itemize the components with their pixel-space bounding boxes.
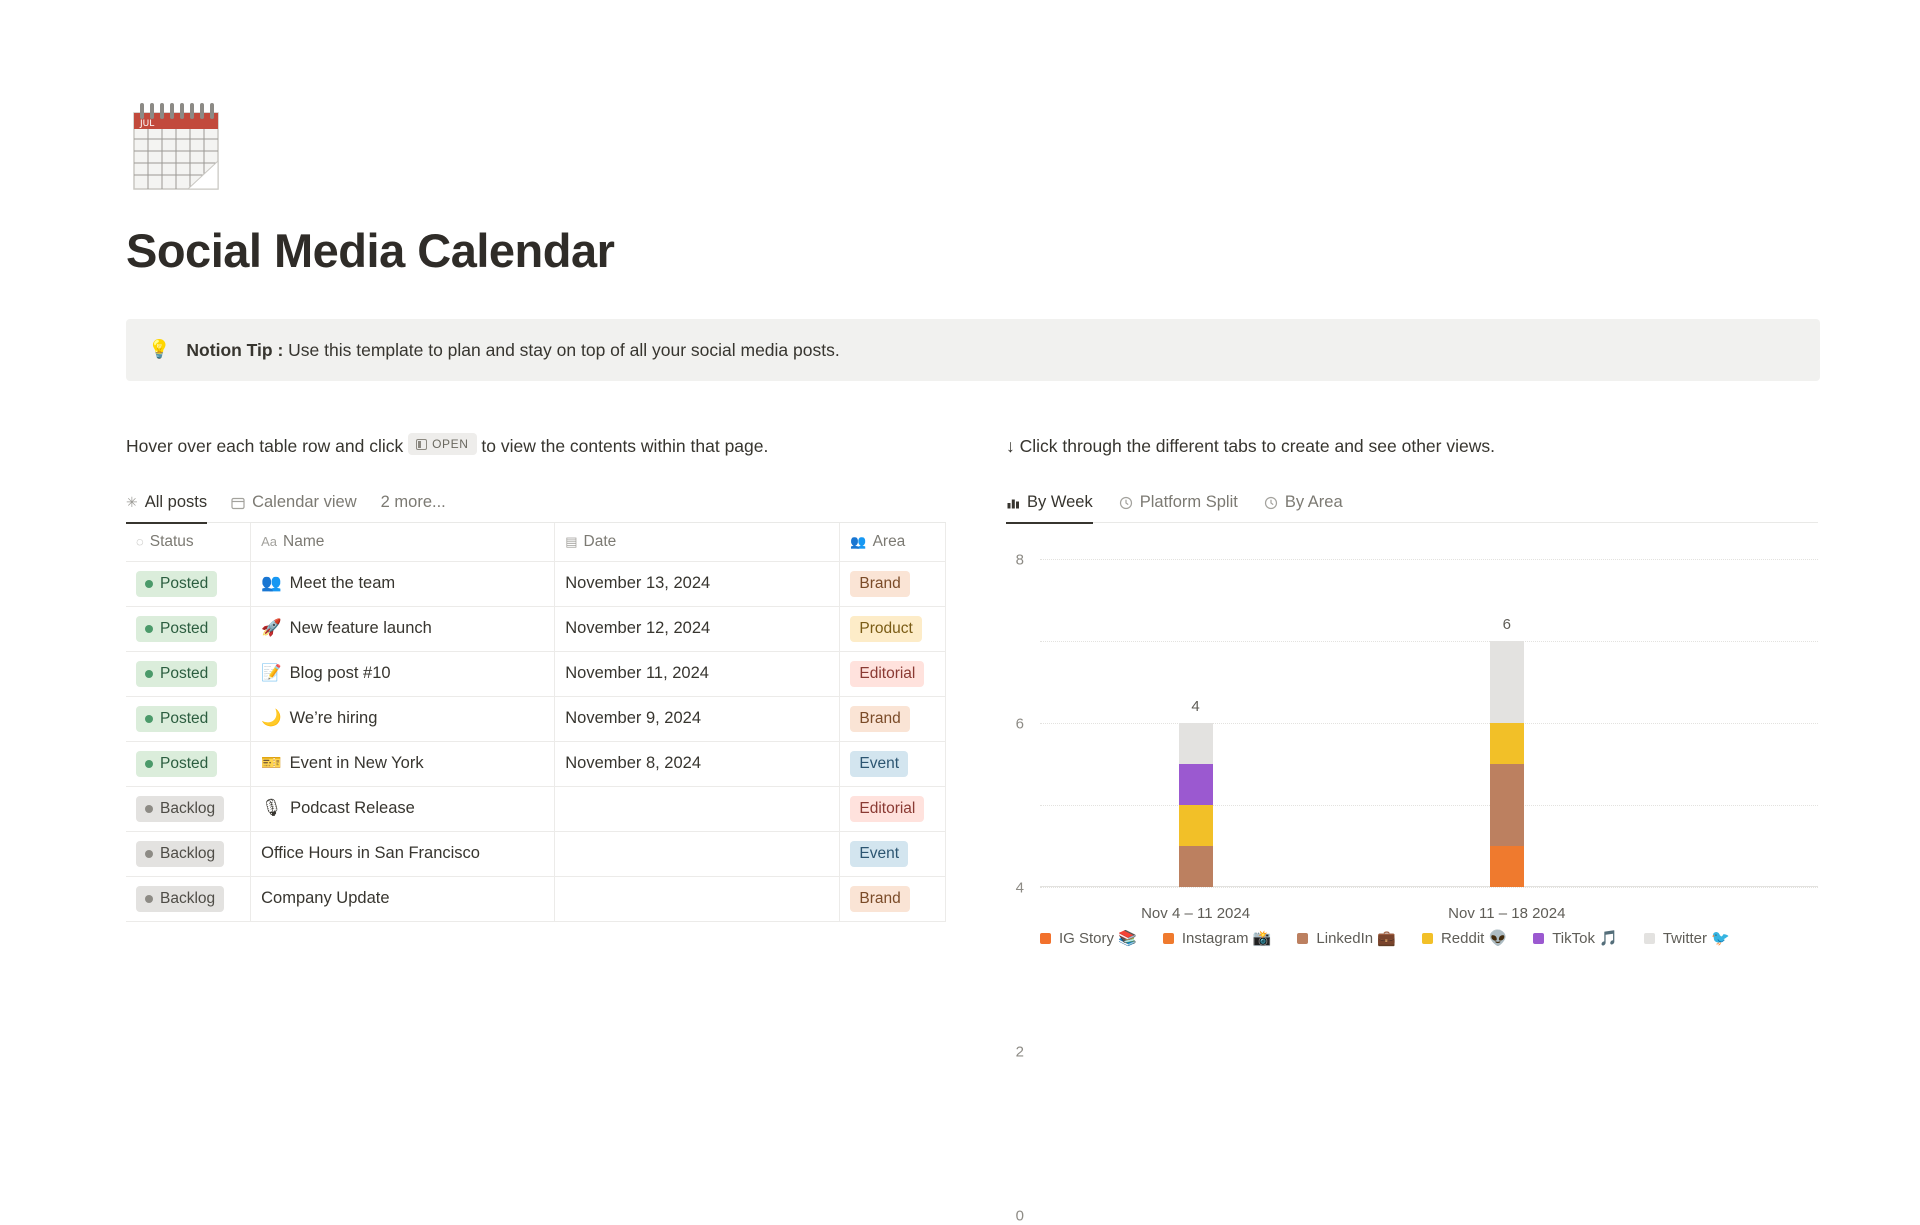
post-name-label: Meet the team: [289, 574, 396, 593]
legend-label: Instagram 📸: [1181, 930, 1272, 948]
table-row[interactable]: [126, 561, 946, 606]
bar-segment: [1179, 723, 1213, 764]
cell-status[interactable]: [126, 786, 251, 831]
status-label: Backlog: [160, 844, 216, 862]
area-tag: Product: [850, 616, 921, 642]
y-axis-tick-label: 6: [1015, 715, 1024, 733]
cell-date[interactable]: November 8, 2024: [555, 741, 840, 786]
tab-platform-split[interactable]: [1119, 483, 1238, 523]
legend-item[interactable]: [1040, 929, 1137, 947]
tab-all-posts[interactable]: [126, 483, 207, 523]
clock-icon: [1119, 496, 1133, 510]
legend-label: IG Story 📚: [1059, 930, 1137, 948]
bar-chart-icon: [1006, 496, 1020, 510]
status-badge: [136, 841, 224, 867]
legend-item[interactable]: [1533, 929, 1618, 947]
tab-by-area[interactable]: [1264, 483, 1343, 523]
legend-swatch-icon: [1644, 933, 1655, 944]
table-hint-after: to view the contents within that page.: [481, 435, 769, 456]
y-axis-tick-label: 0: [1015, 1207, 1024, 1225]
table-row[interactable]: [126, 786, 946, 831]
cell-area[interactable]: [840, 696, 946, 741]
legend-label: LinkedIn 💼: [1316, 930, 1396, 948]
legend-item[interactable]: [1644, 929, 1730, 947]
post-emoji-icon: 🌙: [261, 709, 282, 728]
area-tag: Event: [850, 841, 908, 867]
cell-name[interactable]: [251, 651, 555, 696]
status-label: Posted: [160, 574, 209, 592]
cell-area[interactable]: [840, 561, 946, 606]
gridline: [1015, 723, 1818, 897]
tab-more-views[interactable]: [381, 483, 446, 523]
area-tag: Brand: [850, 886, 909, 912]
content-columns: [0, 433, 1920, 1225]
post-name-label: We’re hiring: [289, 709, 378, 728]
status-badge: [136, 751, 217, 777]
cell-status[interactable]: [126, 831, 251, 876]
cell-date[interactable]: November 13, 2024: [555, 561, 840, 606]
legend-swatch-icon: [1163, 933, 1174, 944]
status-label: Backlog: [160, 889, 216, 907]
post-name: [261, 844, 480, 863]
post-emoji-icon: 👥: [261, 574, 282, 593]
cell-name[interactable]: [251, 786, 555, 831]
bar-segment: [1490, 764, 1524, 846]
legend-label: TikTok 🎵: [1552, 930, 1618, 948]
area-tag: Editorial: [850, 796, 924, 822]
col-status[interactable]: [126, 523, 251, 561]
legend-label: Twitter 🐦: [1662, 930, 1730, 948]
status-dot-icon: [145, 895, 153, 903]
post-name: [261, 709, 377, 728]
col-name-label: Name: [283, 532, 325, 550]
title-icon: Aa: [261, 533, 278, 549]
status-badge: [136, 571, 217, 597]
cell-status[interactable]: [126, 606, 251, 651]
post-name: [261, 754, 423, 773]
tab-more-views-label: 2 more...: [380, 493, 446, 512]
tab-by-area-label: By Area: [1284, 493, 1343, 512]
status-badge: [136, 886, 224, 912]
cell-name[interactable]: [251, 606, 555, 651]
open-page-icon: [416, 439, 427, 450]
tab-calendar-view-label: Calendar view: [252, 493, 357, 512]
table-row[interactable]: [126, 606, 946, 651]
bar-total-label: 4: [1191, 698, 1200, 716]
status-icon: ◌: [136, 533, 144, 549]
status-badge: [136, 661, 217, 687]
y-axis-tick-label: 4: [1015, 879, 1024, 897]
cell-date[interactable]: [555, 876, 840, 921]
callout-text: [186, 337, 839, 363]
col-area[interactable]: [840, 523, 946, 561]
gridline: [1015, 641, 1818, 733]
table-hint: [126, 433, 916, 459]
database-view-tabs: [126, 483, 946, 523]
legend-swatch-icon: [1297, 933, 1308, 944]
post-name: [261, 664, 390, 683]
bar-segment: [1179, 846, 1213, 887]
bar-segment: [1490, 641, 1524, 723]
cell-name[interactable]: [251, 561, 555, 606]
x-axis-tick-label: Nov 11 – 18 2024: [1448, 905, 1566, 923]
col-status-label: Status: [149, 532, 194, 550]
cell-date[interactable]: November 11, 2024: [555, 651, 840, 696]
post-name-label: Event in New York: [289, 754, 424, 773]
bar-total-label: 6: [1502, 616, 1511, 634]
post-emoji-icon: 📝: [261, 664, 282, 683]
cell-date[interactable]: November 9, 2024: [555, 696, 840, 741]
post-name: [261, 889, 389, 908]
page-title: Social Media Calendar: [126, 224, 615, 277]
y-axis-tick-label: 8: [1015, 551, 1024, 569]
cell-status[interactable]: [126, 561, 251, 606]
bar-stack[interactable]: [1490, 641, 1524, 887]
post-name-label: New feature launch: [289, 619, 432, 638]
status-label: Posted: [160, 709, 209, 727]
calendar-emoji-icon: [126, 95, 230, 199]
status-dot-icon: [145, 625, 153, 633]
cell-status[interactable]: [126, 696, 251, 741]
chart-hint: ↓ Click through the different tabs to create and see other views.: [1006, 435, 1495, 456]
post-name-label: Company Update: [261, 889, 390, 908]
status-label: Posted: [160, 664, 209, 682]
legend-swatch-icon: [1040, 933, 1051, 944]
status-dot-icon: [145, 850, 153, 858]
status-label: Posted: [160, 619, 209, 637]
cell-date[interactable]: November 12, 2024: [555, 606, 840, 651]
cell-name[interactable]: [251, 741, 555, 786]
status-badge: [136, 616, 217, 642]
calendar-icon: [231, 496, 245, 510]
callout-label: Notion Tip :: [186, 339, 284, 360]
status-label: Backlog: [160, 799, 216, 817]
post-name: [261, 619, 432, 638]
area-tag: Brand: [850, 706, 909, 732]
post-name-label: Office Hours in San Francisco: [261, 844, 480, 863]
col-date-label: Date: [583, 532, 617, 550]
col-date[interactable]: [555, 523, 840, 561]
post-name: [261, 574, 395, 593]
bar-segment: [1179, 764, 1213, 805]
cell-name[interactable]: [251, 831, 555, 876]
cell-status[interactable]: [126, 876, 251, 921]
notion-tip-callout: [126, 319, 1820, 381]
cell-date[interactable]: [555, 831, 840, 876]
by-week-chart: [1006, 549, 1818, 1225]
posts-table-head: [126, 523, 946, 561]
tab-by-week-label: By Week: [1027, 493, 1093, 512]
cell-status[interactable]: [126, 741, 251, 786]
table-row[interactable]: [126, 831, 946, 876]
y-axis-tick-label: 2: [1015, 1043, 1024, 1061]
legend-item[interactable]: [1422, 929, 1507, 947]
status-dot-icon: [145, 670, 153, 678]
x-axis-tick-label: Nov 4 – 11 2024: [1141, 905, 1251, 923]
legend-item[interactable]: [1163, 929, 1272, 947]
gridline: [1015, 551, 1818, 569]
legend-swatch-icon: [1533, 933, 1544, 944]
cell-date[interactable]: [555, 786, 840, 831]
svg-text:JUL: JUL: [140, 119, 155, 129]
right-column: [1006, 433, 1818, 1225]
cell-area[interactable]: [840, 651, 946, 696]
status-dot-icon: [145, 760, 153, 768]
status-badge: [136, 796, 224, 822]
status-dot-icon: [145, 805, 153, 813]
posts-table: [126, 523, 946, 922]
status-label: Posted: [160, 754, 209, 772]
legend-label: Reddit 👽: [1440, 930, 1508, 948]
tab-calendar-view[interactable]: [231, 483, 357, 523]
table-header-row: [126, 523, 946, 561]
table-row[interactable]: [126, 876, 946, 921]
post-emoji-icon: 🎙: [261, 799, 283, 818]
lightbulb-icon: 💡: [148, 338, 171, 359]
chart-view-tabs: [1006, 483, 1818, 523]
page-icon[interactable]: [126, 95, 230, 199]
col-name[interactable]: [251, 523, 555, 561]
cell-name[interactable]: [251, 696, 555, 741]
table-row[interactable]: [126, 696, 946, 741]
people-icon: 👥: [850, 533, 867, 549]
status-badge: [136, 706, 217, 732]
tab-all-posts-label: All posts: [144, 493, 208, 512]
callout-body: Use this template to plan and stay on top of all your social media posts.: [283, 339, 840, 360]
table-row[interactable]: [126, 651, 946, 696]
cell-area[interactable]: [840, 786, 946, 831]
legend-swatch-icon: [1422, 933, 1433, 944]
post-emoji-icon: 🎫: [261, 754, 282, 773]
date-icon: ▤: [565, 533, 578, 549]
status-dot-icon: [145, 580, 153, 588]
area-tag: Event: [850, 751, 908, 777]
cell-area[interactable]: [840, 831, 946, 876]
open-chip[interactable]: [408, 433, 476, 455]
col-area-label: Area: [872, 532, 906, 550]
open-chip-label: OPEN: [432, 437, 469, 452]
bar-segment: [1179, 805, 1213, 846]
cell-area[interactable]: [840, 741, 946, 786]
area-tag: Editorial: [850, 661, 924, 687]
chart-legend: [1040, 929, 1800, 947]
status-dot-icon: [145, 715, 153, 723]
cell-area[interactable]: [840, 876, 946, 921]
clock-icon-2: [1264, 496, 1278, 510]
table-row[interactable]: [126, 741, 946, 786]
post-name: [261, 799, 415, 818]
tab-by-week[interactable]: [1006, 483, 1093, 523]
posts-table-body: [126, 561, 946, 921]
area-tag: Brand: [850, 571, 909, 597]
asterisk-icon: ✳: [126, 494, 138, 511]
post-emoji-icon: 🚀: [261, 619, 282, 638]
post-name-label: Podcast Release: [290, 799, 415, 818]
cell-area[interactable]: [840, 606, 946, 651]
cell-status[interactable]: [126, 651, 251, 696]
tab-platform-split-label: Platform Split: [1139, 493, 1238, 512]
legend-item[interactable]: [1297, 929, 1396, 947]
cell-name[interactable]: [251, 876, 555, 921]
bar-segment: [1490, 846, 1524, 887]
table-hint-before: Hover over each table row and click: [126, 435, 404, 456]
page-header: [0, 0, 1920, 277]
post-name-label: Blog post #10: [289, 664, 391, 683]
bar-segment: [1490, 723, 1524, 764]
left-column: [126, 433, 946, 949]
bar-stack[interactable]: [1179, 723, 1213, 887]
